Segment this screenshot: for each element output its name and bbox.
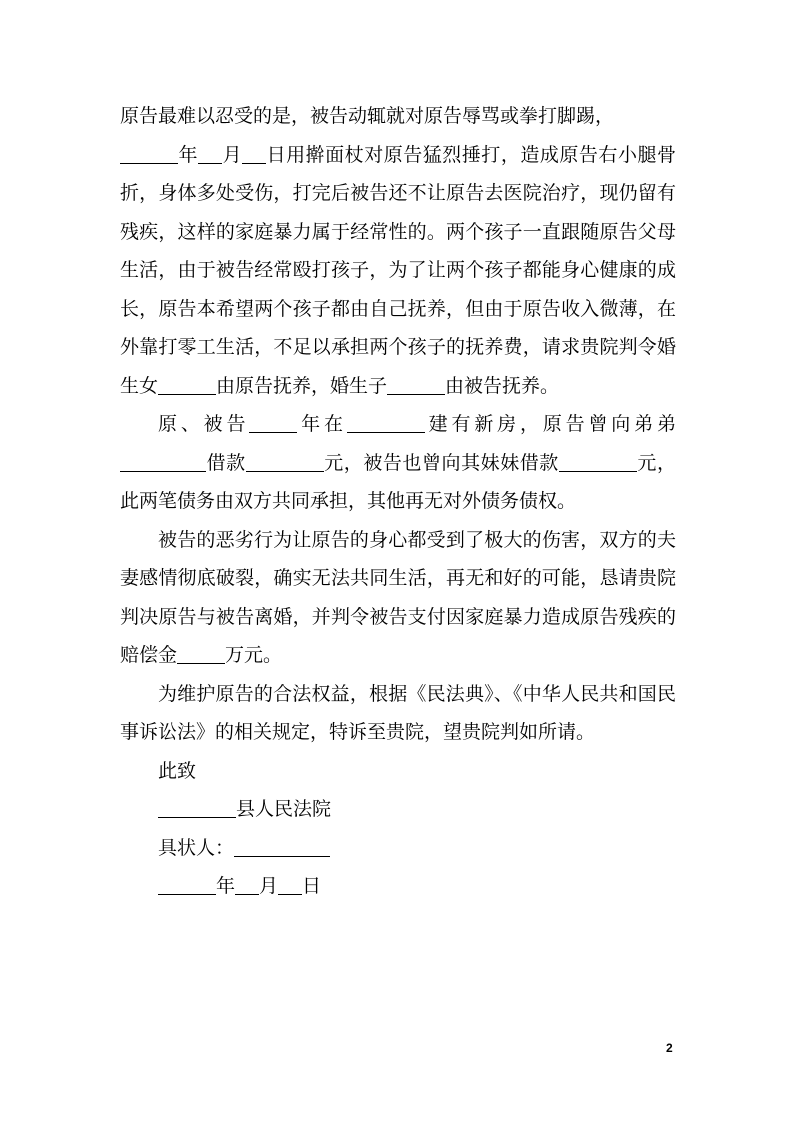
page-number: 2 (666, 1041, 673, 1055)
text-segment: 日 (302, 875, 322, 897)
fill-blank[interactable] (120, 144, 178, 164)
fill-blank[interactable] (278, 875, 302, 895)
fill-blank[interactable] (559, 452, 637, 472)
text-segment: 由原告抚养，婚生子 (216, 374, 388, 397)
fill-blank[interactable] (246, 452, 324, 472)
text-segment: 元，此两笔债务由双方共同承担，其他再无对外债务债权。 (120, 451, 676, 512)
fill-blank[interactable] (177, 644, 225, 664)
paragraph-legal-basis: 为维护原告的合法权益，根据《民法典》、《中华人民共和国民事诉讼法》的相关规定，特诉至贵院，望贵院判如所请。 (120, 682, 676, 743)
text-segment: 县人民法院 (236, 798, 332, 820)
text-segment: 元，被告也曾向其妹妹借款 (323, 451, 559, 474)
fill-blank[interactable] (158, 375, 216, 395)
fill-blank[interactable] (198, 144, 222, 164)
text-segment: 具状人： (158, 836, 235, 859)
court-line (120, 790, 676, 829)
fill-blank[interactable] (234, 837, 330, 857)
text-segment: 建有新房，原告曾向弟弟 (424, 413, 676, 435)
paragraph-domestic-violence (120, 97, 676, 405)
text-segment: 由被告抚养。 (445, 374, 560, 397)
fill-blank[interactable] (158, 798, 236, 818)
text-segment: 被告的恶劣行为让原告的身心都受到了极大的伤害，双方的夫妻感情彻底破裂，确实无法共同生活，再无和好的可能，恳请贵院判决原告与被告离婚，并判令被告支付因家庭暴力造成原告残疾的赔偿金 (120, 528, 676, 666)
text-segment: 万元。 (225, 644, 283, 666)
fill-blank[interactable] (249, 413, 297, 433)
fill-blank[interactable] (158, 875, 216, 895)
fill-blank[interactable] (347, 413, 425, 433)
complaint-body (120, 97, 676, 906)
fill-blank[interactable] (387, 375, 445, 395)
plaintiff-line (120, 829, 676, 868)
text-segment: 年在 (297, 413, 347, 435)
text-segment: 原告最难以忍受的是，被告动辄就对原告辱骂或拳打脚踢， (120, 105, 615, 127)
text-segment: 借款 (206, 451, 246, 474)
paragraph-property-debt (120, 405, 676, 521)
text-segment: 月 (259, 875, 279, 897)
paragraph-divorce-request (120, 521, 676, 675)
text-segment: 年 (178, 143, 199, 166)
date-line (120, 867, 676, 906)
text-segment: 原、被告 (158, 413, 250, 435)
fill-blank[interactable] (235, 875, 259, 895)
text-segment: 月 (222, 143, 243, 166)
text-segment: 年 (216, 875, 236, 897)
text-segment: 日用擀面杖对原告猛烈捶打，造成原告右小腿骨折，身体多处受伤，打完后被告还不让原告去医院治疗，现仍留有残疾，这样的家庭暴力属于经常性的。两个孩子一直跟随原告父母生活，由于被告经常殴打孩子，为了让两个孩子都能身心健康的成长，原告本希望两个孩子都由自己抚养，但由于原告收入微薄，在外靠打零工生活，不足以承担两个孩子的抚养费，请求贵院判令婚生女 (120, 143, 676, 397)
fill-blank[interactable] (120, 452, 206, 472)
closing-salutation: 此致 (158, 759, 197, 782)
fill-blank[interactable] (242, 144, 266, 164)
